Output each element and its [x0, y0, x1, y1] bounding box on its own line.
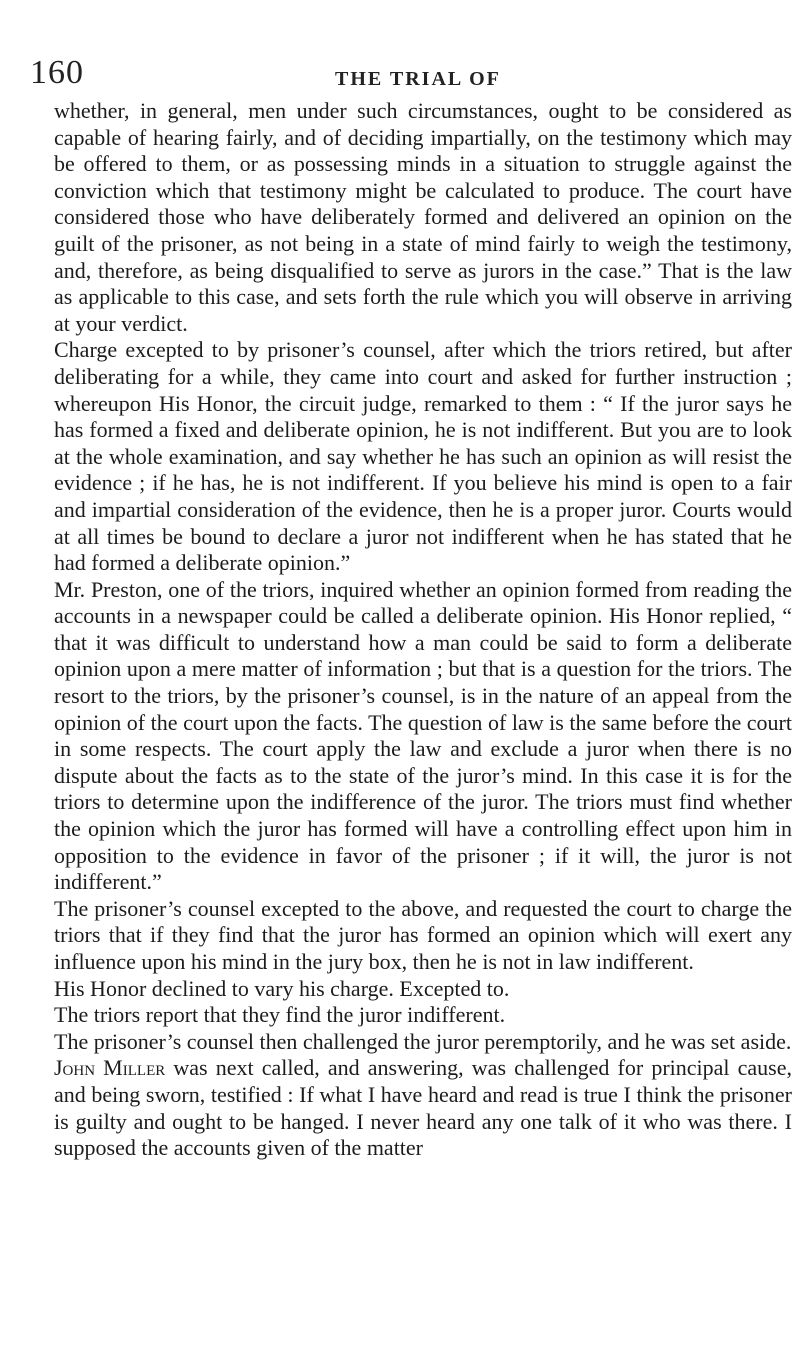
- paragraph-text: was next called, and answering, was challenged for principal cause, and being sworn, testified : If what I have heard and read is true I think the prisoner is guilty and ought to be hanged. I never heard any one talk of it who was there. I supposed the accounts given of the matter: [54, 1055, 793, 1161]
- body-text: [54, 98, 792, 1162]
- paragraph-text: The prisoner’s counsel then challenged the juror peremptorily, and he was set aside.: [54, 1028, 792, 1054]
- paragraph: [54, 1029, 792, 1056]
- paragraph-text: The triors report that they find the juror indifferent.: [54, 1002, 506, 1028]
- paragraph-text: Charge excepted to by prisoner’s counsel, after which the triors retired, but after deliberating for a while, they came into court and asked for further instruction ; whereupon His Honor, the circuit judge, remarked to them : “ If the juror says he has formed a fixed and deliberate opinion, he is not indifferent. But you are to look at the whole examination, and say whether he has such an opinion as will resist the evidence ; if he has, he is not indifferent. If you believe his mind is open to a fair and impartial consideration of the evidence, then he is a proper juror. Courts would at all times be bound to declare a juror not indifferent when he has stated that he had formed a deliberate opinion.”: [54, 337, 792, 576]
- paragraph: [54, 976, 792, 1003]
- paragraph-text: Mr. Preston, one of the triors, inquired whether an opinion formed from reading the accounts in a newspaper could be called a deliberate opinion. His Honor replied, “ that it was difficult to understand how a man could be said to form a deliberate opinion upon a mere matter of information ; but that is a question for the triors. The resort to the triors, by the prisoner’s counsel, is in the nature of an appeal from the opinion of the court upon the facts. The question of law is the same before the court in some respects. The court apply the law and exclude a juror when there is no dispute about the facts as to the state of the juror’s mind. In this case it is for the triors to determine upon the indifference of the juror. The triors must find whether the opinion which the juror has formed will have a controlling effect upon him in opposition to the evidence in favor of the prisoner ; if it will, the juror is not indifferent.”: [54, 576, 792, 895]
- page-number: 160: [30, 54, 84, 91]
- paragraph: [54, 896, 792, 976]
- paragraph: [54, 1055, 792, 1161]
- running-head: THE TRIAL OF: [335, 68, 501, 90]
- paragraph-text: His Honor declined to vary his charge. Excepted to.: [54, 975, 510, 1001]
- juror-name: John Miller: [54, 1055, 166, 1081]
- paragraph: [54, 1002, 792, 1029]
- paragraph: [54, 337, 792, 576]
- paragraph-text: The prisoner’s counsel excepted to the above, and requested the court to charge the triors that if they find that the juror has formed an opinion which will exert any influence upon his mind in the jury box, then he is not in law indifferent.: [54, 895, 792, 974]
- paragraph-text: whether, in general, men under such circumstances, ought to be considered as capable of hearing fairly, and of deciding impartially, on the testimony which may be offered to them, or as possessing minds in a situation to struggle against the conviction which that testimony might be calculated to produce. The court have considered those who have deliberately formed and delivered an opinion on the guilt of the prisoner, as not being in a state of mind fairly to weigh the testimony, and, therefore, as being disqualified to serve as jurors in the case.” That is the law as applicable to this case, and sets forth the rule which you will observe in arriving at your verdict.: [54, 98, 792, 336]
- paragraph: [54, 98, 792, 337]
- paragraph: [54, 577, 792, 896]
